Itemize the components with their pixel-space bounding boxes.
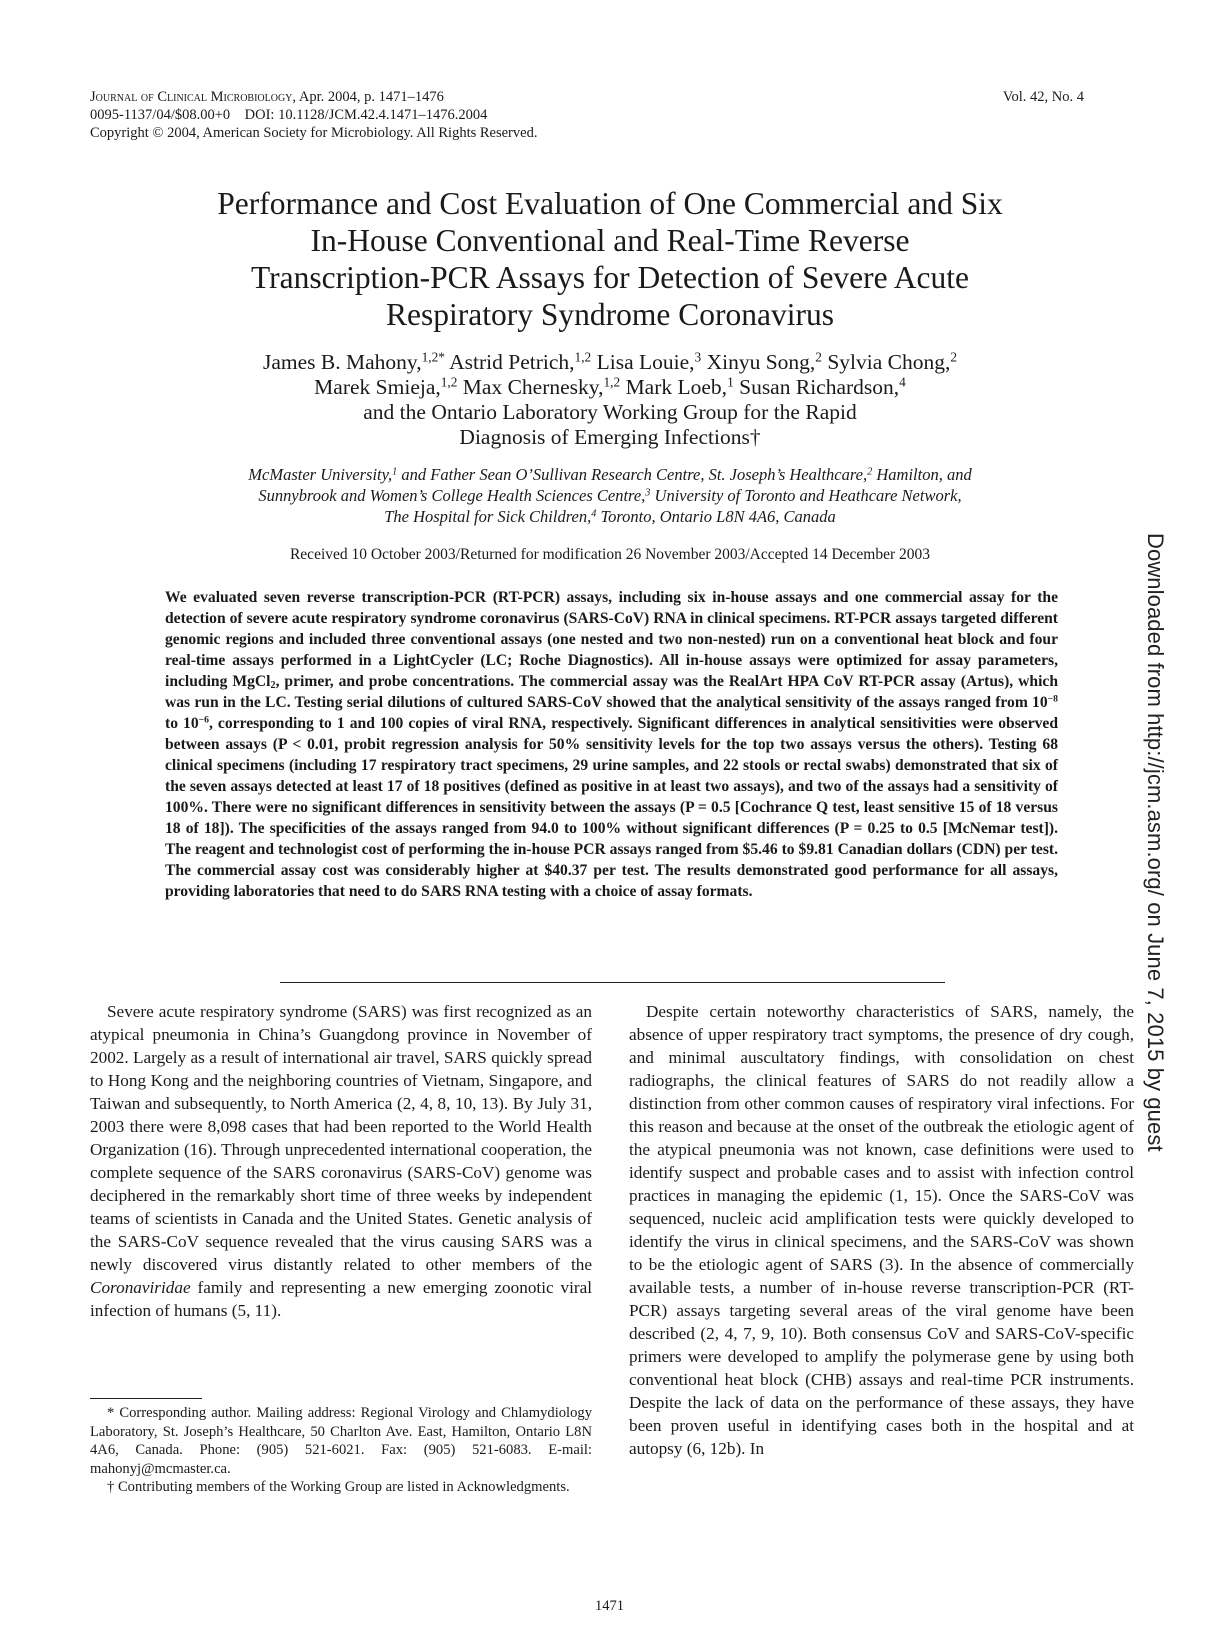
author-name: James B. Mahony, bbox=[262, 350, 422, 374]
section-divider bbox=[280, 982, 945, 983]
download-watermark: Downloaded from http://jcm.asm.org/ on June 7, 2015 by guest bbox=[1143, 533, 1168, 1152]
affiliation-text: and Father Sean O’Sullivan Research Centre, St. Joseph’s Healthcare, bbox=[397, 465, 868, 484]
page-number: 1471 bbox=[595, 1598, 624, 1614]
author-affil-sup: 1 bbox=[727, 374, 734, 390]
affiliation-text: Sunnybrook and Women’s College Health Sciences Centre, bbox=[258, 486, 646, 505]
title-line: In-House Conventional and Real-Time Reverse bbox=[310, 223, 910, 258]
abstract-text: , corresponding to 1 and 100 copies of viral RNA, respectively. Significant differences in analytical sensitivities were observed between assays (P < 0.01, probit regression analysis for 50% sensitivity levels for the top two assays versus the others). Testing 68 clinical specimens (including 17 respiratory tract specimens, 29 urine samples, and 22 stools or rectal swabs) demonstrated that six of the seven assays detected at least 17 of 18 positives (defined as positive in at least two assays), and two of the assays had a sensitivity of 100%. There were no significant differences in sensitivity between the assays (P = 0.5 [Cochrance Q test, least sensitive 15 of 18 versus 18 of 18]). The specificities of the assays ranged from 94.0 to 100% without significant differences (P = 0.25 to 0.5 [McNemar test]). The reagent and technologist cost of performing the in-house PCR assays ranged from $5.46 to $9.81 Canadian dollars (CDN) per test. The commercial assay cost was considerably higher at $40.37 per test. The results demonstrated good performance for all assays, providing laboratories that need to do SARS RNA testing with a choice of assay formats. bbox=[165, 715, 1059, 900]
author-name: Astrid Petrich, bbox=[449, 350, 575, 374]
affiliation-text: University of Toronto and Heathcare Network, bbox=[650, 486, 962, 505]
affiliations bbox=[120, 464, 1100, 527]
author-affil-sup: 4 bbox=[899, 374, 906, 390]
footnotes bbox=[90, 1404, 592, 1497]
body-text: family and representing a new emerging zoonotic viral infection of humans (5, 11). bbox=[90, 1278, 592, 1320]
working-group-line: Diagnosis of Emerging Infections† bbox=[459, 425, 761, 449]
author-name: Marek Smieja, bbox=[314, 375, 441, 399]
received-dates: Received 10 October 2003/Returned for modification 26 November 2003/Accepted 14 December 2003 bbox=[289, 546, 931, 563]
author-affil-sup: 2 bbox=[815, 349, 822, 365]
footnote-corresponding: * Corresponding author. Mailing address: Regional Virology and Chlamydiology Laboratory, St. Joseph’s Healthcare, 50 Charlton Ave. East, Hamilton, Ontario L8N 4A6, Canada. Phone: (905) 521-6021. Fax: (905) 521-6083. E-mail: mahonyj@mcmaster.ca. bbox=[90, 1405, 592, 1477]
volume-issue: Vol. 42, No. 4 bbox=[1002, 89, 1084, 105]
body-paragraph bbox=[90, 1000, 592, 1322]
author-affil-sup: 2 bbox=[950, 349, 958, 365]
abstract-text: to 10 bbox=[165, 715, 199, 732]
title-line: Transcription-PCR Assays for Detection of Severe Acute bbox=[251, 260, 969, 295]
affiliation-sup: 3 bbox=[645, 487, 651, 499]
author-affil-sup: 1,2 bbox=[603, 374, 621, 390]
body-text: Severe acute respiratory syndrome (SARS) was first recognized as an atypical pneumonia in China’s Guangdong province in November of 2002. Largely as a result of international air travel, SARS quickly spread to Hong Kong and the neighboring countries of Vietnam, Singapore, and Taiwan and subsequently, to North America (2, 4, 8, 10, 13). By July 31, 2003 there were 8,098 cases that had been reported to the World Health Organization (16). Through unprecedented international cooperation, the complete sequence of the SARS coronavirus (SARS-CoV) genome was deciphered in the remarkably short time of three weeks by independent teams of scientists in Canada and the United States. Genetic analysis of the SARS-CoV sequence revealed that the virus causing SARS was a newly discovered virus distantly related to other members of the bbox=[90, 1002, 592, 1274]
article-title bbox=[100, 185, 1120, 333]
abstract-exponent: −6 bbox=[198, 714, 209, 726]
body-italic-term: Coronaviridae bbox=[90, 1278, 191, 1297]
running-header: Journal of Clinical Microbiology, Apr. 2004, p. 1471–1476 0095-1137/04/$08.00+0 DOI: 10.1128/JCM.42.4.1471–1476.2004 Copyright © 2004, American Society for Microbiology. All Rights Reserved. bbox=[90, 89, 538, 141]
affiliation-sup: 2 bbox=[867, 466, 873, 478]
author-name: Max Chernesky, bbox=[462, 375, 604, 399]
abstract bbox=[165, 587, 1058, 902]
body-right-column bbox=[629, 1000, 1134, 1460]
author-affil-sup: 1,2 bbox=[440, 374, 458, 390]
doi-line: 0095-1137/04/$08.00+0 DOI: 10.1128/JCM.42.4.1471–1476.2004 bbox=[90, 107, 488, 123]
affiliation-text: McMaster University, bbox=[248, 465, 393, 484]
author-name: Susan Richardson, bbox=[739, 375, 900, 399]
footnote-divider bbox=[90, 1398, 202, 1399]
title-line: Performance and Cost Evaluation of One Commercial and Six bbox=[217, 186, 1003, 221]
author-affil-sup: 1,2 bbox=[574, 349, 592, 365]
author-name: Sylvia Chong, bbox=[827, 350, 951, 374]
title-line: Respiratory Syndrome Coronavirus bbox=[386, 297, 834, 332]
copyright-line: Copyright © 2004, American Society for Microbiology. All Rights Reserved. bbox=[90, 125, 538, 141]
body-paragraph: Despite certain noteworthy characteristics of SARS, namely, the absence of upper respiratory tract symptoms, the presence of dry cough, and minimal auscultatory findings, with consolidation on chest radiographs, the clinical features of SARS do not readily allow a distinction from other common causes of respiratory viral infections. For this reason and because at the onset of the outbreak the etiologic agent of the atypical pneumonia was not known, case definitions were used to identify suspect and probable cases and to assist with infection control practices in managing the epidemic (1, 15). Once the SARS-CoV was sequenced, nucleic acid amplification tests were quickly developed to identify the virus in clinical specimens, and the SARS-CoV was shown to be the etiologic agent of SARS (3). In the absence of commercially available tests, a number of in-house reverse transcription-PCR (RT-PCR) assays targeting several areas of the viral genome have been described (2, 4, 7, 9, 10). Both consensus CoV and SARS-CoV-specific primers were developed to amplify the polymerase gene by using both conventional heat block (CHB) assays and real-time PCR instruments. Despite the lack of data on the performance of these assays, they have been proven useful in identifying cases both in the hospital and at autopsy (6, 12b). In bbox=[629, 1002, 1134, 1458]
abstract-text: , primer, and probe concentrations. The commercial assay was the RealArt HPA CoV RT-PCR assay (Artus), which was run in the LC. Testing serial dilutions of cultured SARS-CoV showed that the analytical sensitivity of the assays ranged from 10 bbox=[165, 673, 1059, 711]
working-group-line: and the Ontario Laboratory Working Group for the Rapid bbox=[363, 400, 857, 424]
issue-date: Apr. 2004, p. 1471–1476 bbox=[298, 89, 444, 105]
abstract-subscript: 2 bbox=[270, 680, 276, 692]
author-name: Lisa Louie, bbox=[596, 350, 695, 374]
affiliation-text: Toronto, Ontario L8N 4A6, Canada bbox=[596, 507, 836, 526]
affiliation-text: The Hospital for Sick Children, bbox=[384, 507, 592, 526]
journal-name: Journal of Clinical Microbiology bbox=[90, 89, 293, 105]
footnote-contributing: † Contributing members of the Working Group are listed in Acknowledgments. bbox=[107, 1479, 570, 1495]
author-list bbox=[140, 350, 1080, 450]
author-name: Mark Loeb, bbox=[625, 375, 728, 399]
affiliation-sup: 1 bbox=[392, 466, 398, 478]
affiliation-sup: 4 bbox=[591, 508, 597, 520]
body-left-column bbox=[90, 1000, 592, 1322]
abstract-exponent: −8 bbox=[1047, 693, 1058, 705]
author-affil-sup: 1,2* bbox=[421, 349, 445, 365]
affiliation-text: Hamilton, and bbox=[872, 465, 972, 484]
author-affil-sup: 3 bbox=[694, 349, 702, 365]
author-name: Xinyu Song, bbox=[706, 350, 816, 374]
abstract-text: We evaluated seven reverse transcription-PCR (RT-PCR) assays, including six in-house assays and one commercial assay for the detection of severe acute respiratory syndrome coronavirus (SARS-CoV) RNA in clinical specimens. RT-PCR assays targeted different genomic regions and included three conventional assays (one nested and two non-nested) run on a conventional heat block and four real-time assays performed in a LightCycler (LC; Roche Diagnostics). All in-house assays were optimized for assay parameters, including MgCl bbox=[165, 589, 1058, 690]
